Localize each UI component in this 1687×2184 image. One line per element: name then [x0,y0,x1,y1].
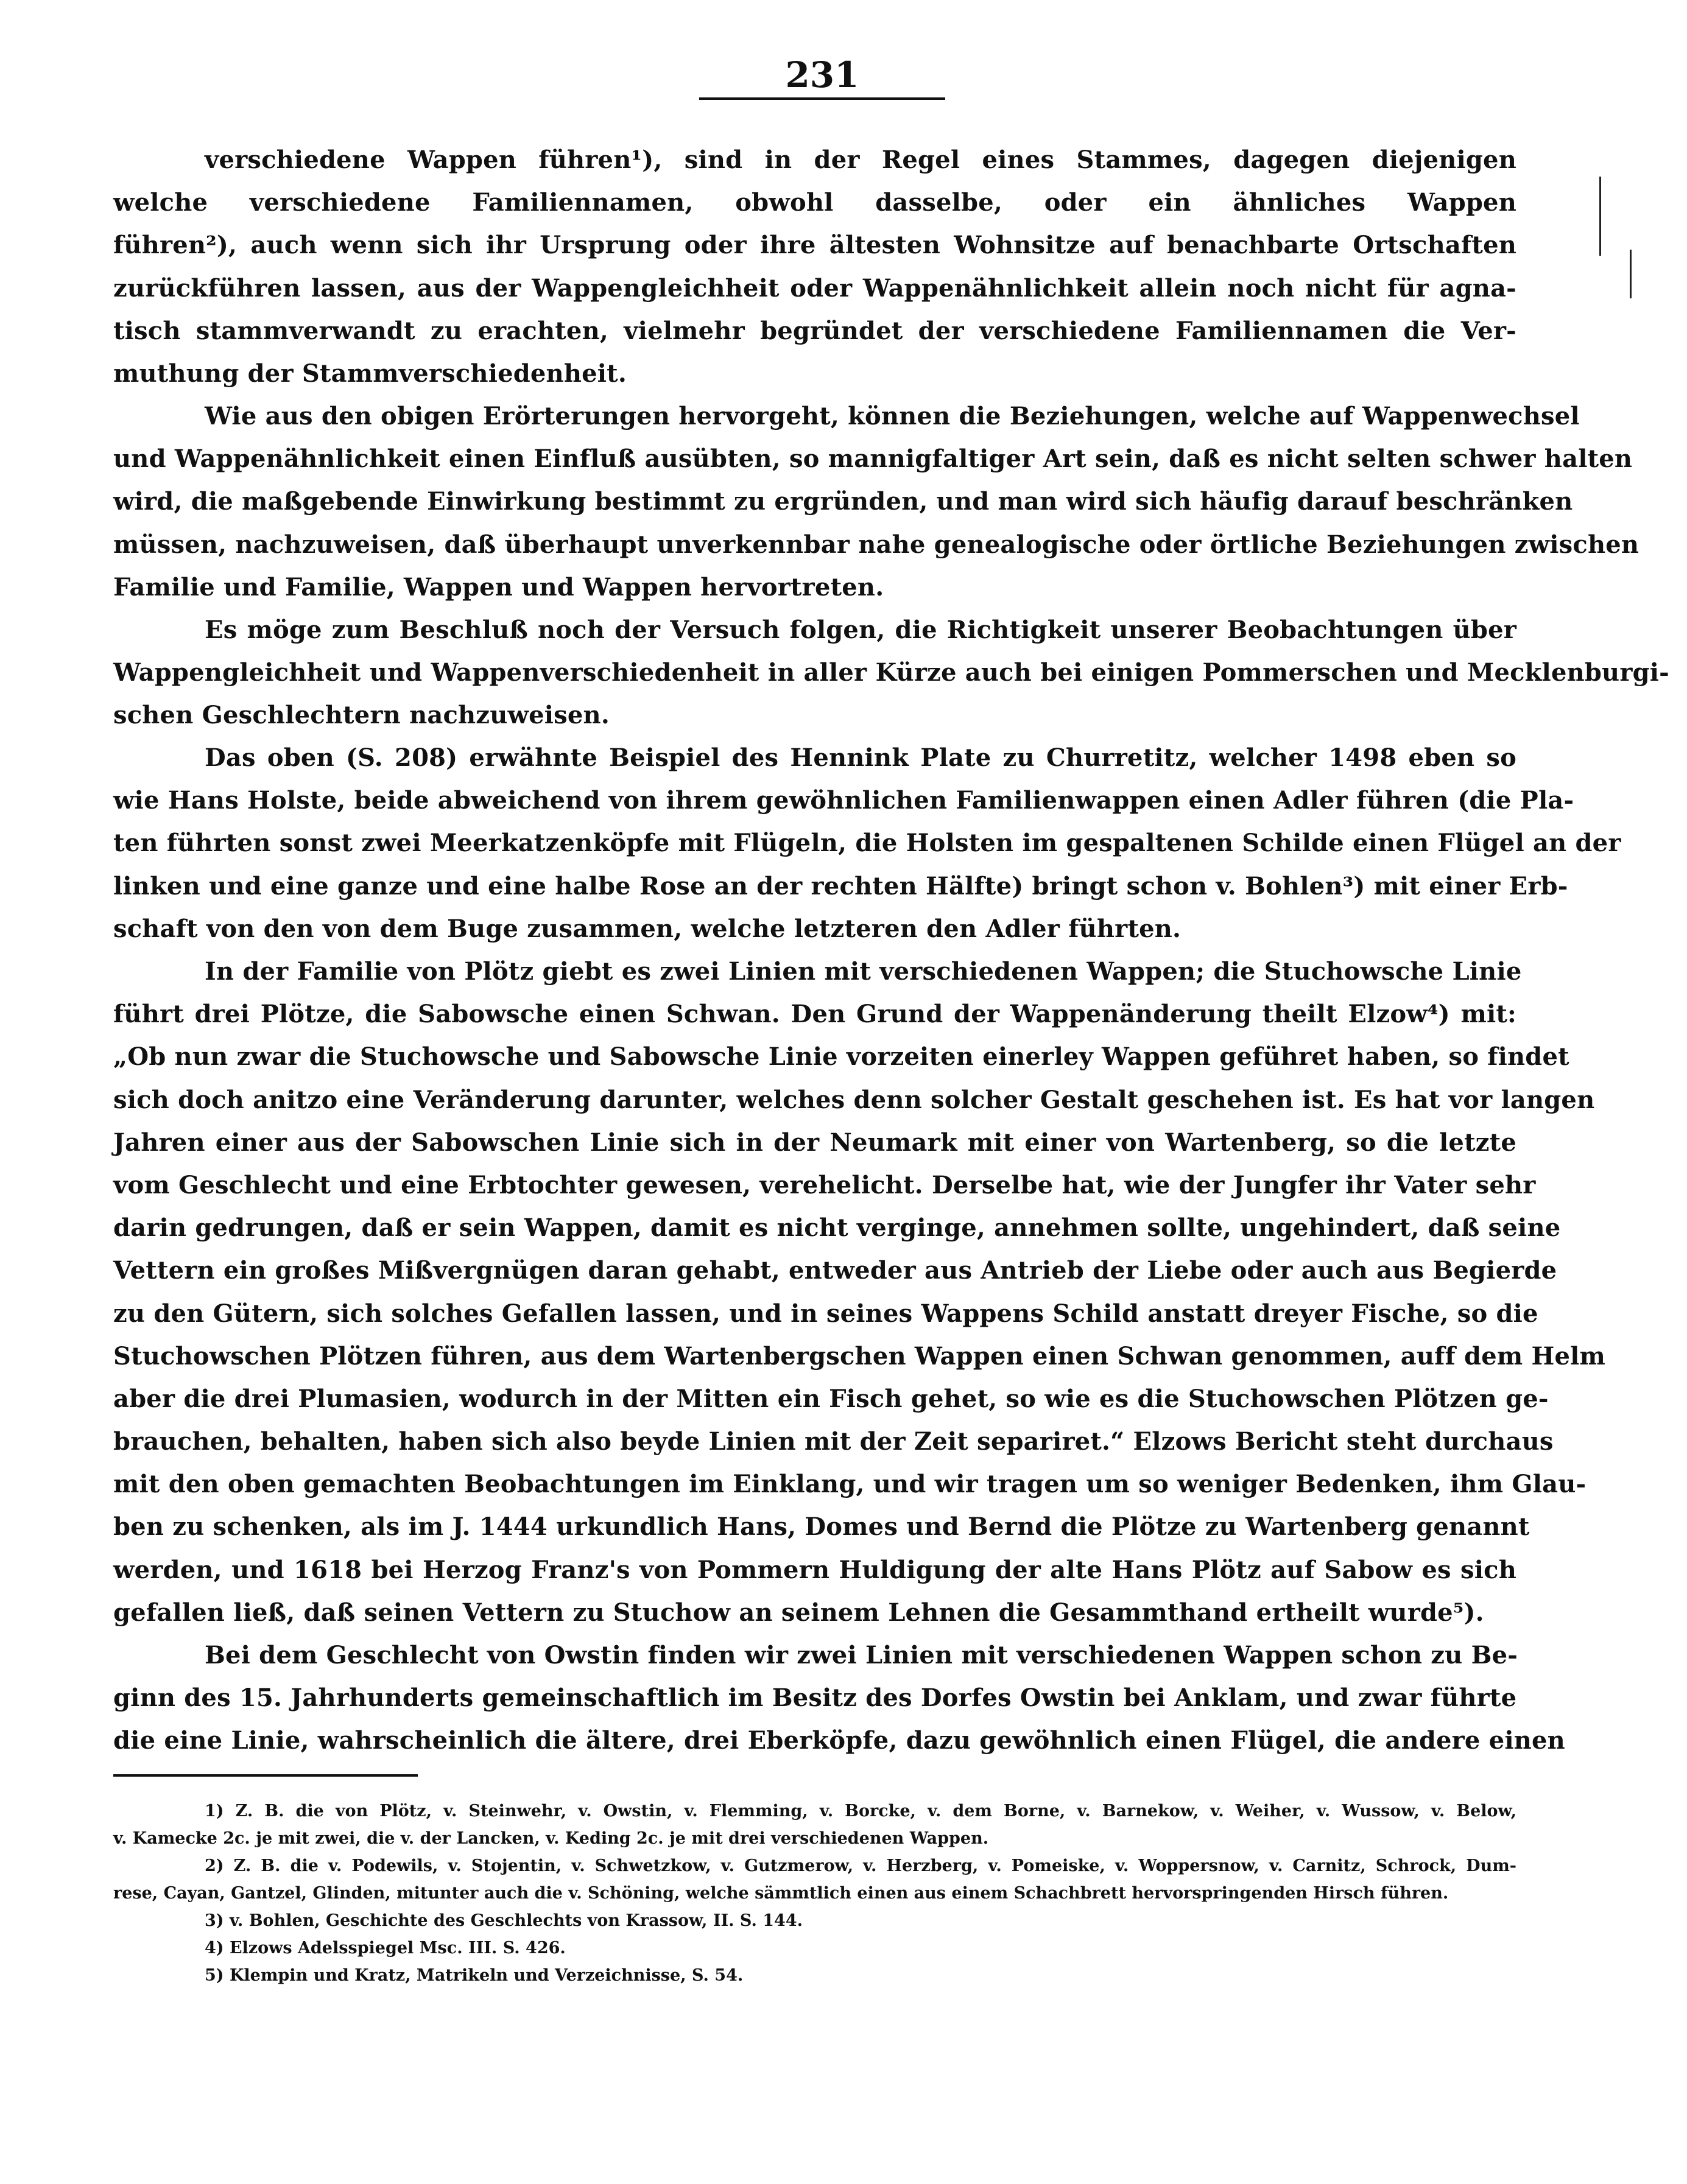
text-line: und Wappenähnlichkeit einen Einfluß ausübten, so mannigfaltiger Art sein, daß es nicht selten schwer halten [113,444,1633,474]
text-line: brauchen, behalten, haben sich also beyde Linien mit der Zeit separiret.“ Elzows Bericht steht durchaus [113,1427,1554,1456]
footnote-separator [113,1774,418,1777]
text-line: sich doch anitzo eine Veränderung darunter, welches denn solcher Gestalt geschehen ist. Es hat vor langen [113,1085,1595,1114]
text-line: mit den oben gemachten Beobachtungen im Einklang, und wir tragen um so weniger Bedenken, ihm Glau- [113,1470,1587,1499]
text-line: ben zu schenken, als im J. 1444 urkundlich Hans, Domes und Bernd die Plötze zu Wartenberg genannt [113,1512,1530,1542]
margin-mark [1630,250,1632,298]
text-line: zu den Gütern, sich solches Gefallen lassen, und in seines Wappens Schild anstatt dreyer Fische, so die [113,1299,1538,1328]
text-line: Wappengleichheit und Wappenverschiedenheit in aller Kürze auch bei einigen Pommerschen und Mecklenburgi- [113,658,1669,687]
text-line: müssen, nachzuweisen, daß überhaupt unverkennbar nahe genealogische oder örtliche Beziehungen zwischen [113,530,1639,559]
text-line: verschiedene Wappen führen¹), sind in der Regel eines Stammes, dagegen diejenigen [205,146,1516,174]
text-line: In der Familie von Plötz giebt es zwei Linien mit verschiedenen Wappen; die Stuchowsche Linie [205,957,1522,986]
text-line: welche verschiedene Familiennamen, obwohl dasselbe, oder ein ähnliches Wappen [113,188,1516,217]
text-line: tisch stammverwandt zu erachten, vielmehr begründet der verschiedene Familiennamen die Ver- [113,316,1516,345]
footnote-1-cont: v. Kamecke 2c. je mit zwei, die v. der Lancken, v. Keding 2c. je mit drei verschiedenen Wappen. [113,1829,989,1848]
footnote-3: 3) v. Bohlen, Geschichte des Geschlechts von Krassow, II. S. 144. [205,1911,803,1930]
paragraph-2 [113,609,1669,737]
text-line: Bei dem Geschlecht von Owstin finden wir zwei Linien mit verschiedenen Wappen schon zu Be- [205,1641,1518,1670]
footnote-4: 4) Elzows Adelsspiegel Msc. III. S. 426. [205,1939,566,1958]
text-line: wird, die maßgebende Einwirkung bestimmt zu ergründen, und man wird sich häufig darauf beschränken [113,487,1573,516]
text-line: Vettern ein großes Mißvergnügen daran gehabt, entweder aus Antrieb der Liebe oder auch aus Begierde [113,1256,1557,1285]
page-number: 231 [785,54,859,96]
footnotes [113,1797,1516,1989]
text-line: Stuchowschen Plötzen führen, aus dem Wartenbergschen Wappen einen Schwan genommen, auff dem Helm [113,1341,1606,1371]
paragraph-4 [113,950,1606,1634]
continued-paragraph [113,139,1516,395]
footnote-2: 2) Z. B. die v. Podewils, v. Stojentin, v. Schwetzkow, v. Gutzmerow, v. Herzberg, v. Pomeiske, v. Woppersnow, v. Carnitz, Schrock, Dum- [205,1856,1516,1875]
text-line: schaft von den von dem Buge zusammen, welche letzteren den Adler führten. [113,914,1182,943]
footnote-2-cont: rese, Cayan, Gantzel, Glinden, mitunter auch die v. Schöning, welche sämmtlich einen aus einem Schachbrett hervorspringenden Hirsch führen. [113,1884,1449,1903]
text-line: vom Geschlecht und eine Erbtochter gewesen, verehelicht. Derselbe hat, wie der Jungfer ihr Vater sehr [113,1170,1536,1199]
text-line: gefallen ließ, daß seinen Vettern zu Stuchow an seinem Lehnen die Gesammthand ertheilt wurde⁵). [113,1598,1484,1627]
paragraph-3 [113,737,1621,950]
text-line: wie Hans Holste, beide abweichend von ihrem gewöhnlichen Familienwappen einen Adler führen (die Pla- [113,786,1574,815]
text-line: Wie aus den obigen Erörterungen hervorgeht, können die Beziehungen, welche auf Wappenwechsel [205,402,1580,430]
margin-mark [1599,177,1601,256]
text-line: führt drei Plötze, die Sabowsche einen Schwan. Den Grund der Wappenänderung theilt Elzow⁴) mit: [113,1000,1516,1029]
text-line: die eine Linie, wahrscheinlich die ältere, drei Eberköpfe, dazu gewöhnlich einen Flügel, die andere einen [113,1726,1565,1755]
text-line: zurückführen lassen, aus der Wappengleichheit oder Wappenähnlichkeit allein noch nicht für agna- [113,273,1516,303]
paragraph-5 [113,1634,1565,1763]
text-line: ginn des 15. Jahrhunderts gemeinschaftlich im Besitz des Dorfes Owstin bei Anklam, und zwar führte [113,1684,1517,1713]
text-line: Das oben (S. 208) erwähnte Beispiel des Hennink Plate zu Churretitz, welcher 1498 eben so [205,743,1516,772]
paragraph-1 [113,395,1639,609]
text-line: führen²), auch wenn sich ihr Ursprung oder ihre ältesten Wohnsitze auf benachbarte Ortschaften [113,231,1516,260]
text-line: schen Geschlechtern nachzuweisen. [113,701,610,730]
text-line: werden, und 1618 bei Herzog Franz's von Pommern Huldigung der alte Hans Plötz auf Sabow es sich [113,1555,1516,1584]
text-line: aber die drei Plumasien, wodurch in der Mitten ein Fisch gehet, so wie es die Stuchowschen Plötzen ge- [113,1384,1549,1413]
text-line: Familie und Familie, Wappen und Wappen hervortreten. [113,572,884,602]
text-line: muthung der Stammverschiedenheit. [113,359,627,388]
text-line: darin gedrungen, daß er sein Wappen, damit es nicht verginge, annehmen sollte, ungehindert, daß seine [113,1213,1561,1243]
text-line: Jahren einer aus der Sabowschen Linie sich in der Neumark mit einer von Wartenberg, so die letzte [113,1128,1516,1157]
text-line: „Ob nun zwar die Stuchowsche und Sabowsche Linie vorzeiten einerley Wappen geführet haben, so findet [113,1042,1569,1072]
footnote-5: 5) Klempin und Kratz, Matrikeln und Verzeichnisse, S. 54. [205,1966,744,1985]
header-rule [699,97,945,100]
text-line: ten führten sonst zwei Meerkatzenköpfe mit Flügeln, die Holsten im gespaltenen Schilde einen Flügel an der [113,829,1621,858]
text-line: Es möge zum Beschluß noch der Versuch folgen, die Richtigkeit unserer Beobachtungen über [205,616,1516,644]
text-line: linken und eine ganze und eine halbe Rose an der rechten Hälfte) bringt schon v. Bohlen³) mit einer Erb- [113,871,1568,901]
footnote-1: 1) Z. B. die von Plötz, v. Steinwehr, v. Owstin, v. Flemming, v. Borcke, v. dem Borne, v. Barnekow, v. Weiher, v. Wussow, v. Below, [205,1802,1516,1821]
